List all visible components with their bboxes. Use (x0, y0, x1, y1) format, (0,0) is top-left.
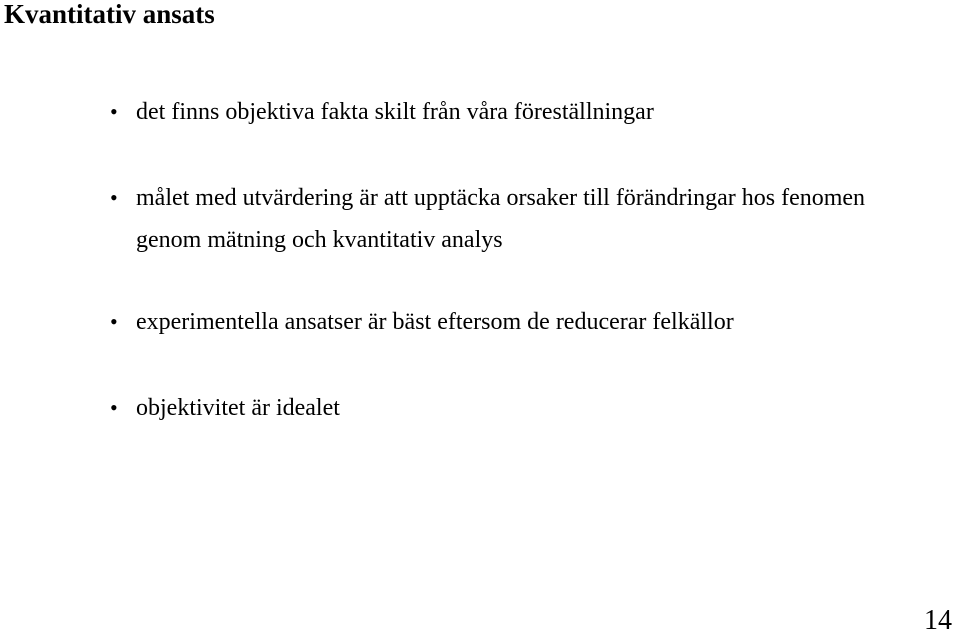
bullet-item (110, 177, 910, 261)
bullet-text: objektivitet är idealet (136, 395, 340, 421)
bullet-text: experimentella ansatser är bäst eftersom de reducerar felkällor (136, 309, 734, 335)
bullet-marker: • (110, 99, 118, 124)
bullet-text: målet med utvärdering är att upptäcka orsaker till förändringar hos fenomen genom mätning och kvantitativ analys (136, 185, 866, 253)
bullet-marker: • (110, 309, 118, 334)
bullet-marker: • (110, 185, 118, 210)
bullet-marker: • (110, 395, 118, 420)
bullet-item (110, 301, 910, 343)
page-number: 14 (924, 605, 952, 636)
bullet-item (110, 91, 910, 133)
slide-title: Kvantitativ ansats (4, 0, 215, 29)
bullet-text: det finns objektiva fakta skilt från våra föreställningar (136, 99, 654, 125)
bullet-item (110, 387, 910, 429)
